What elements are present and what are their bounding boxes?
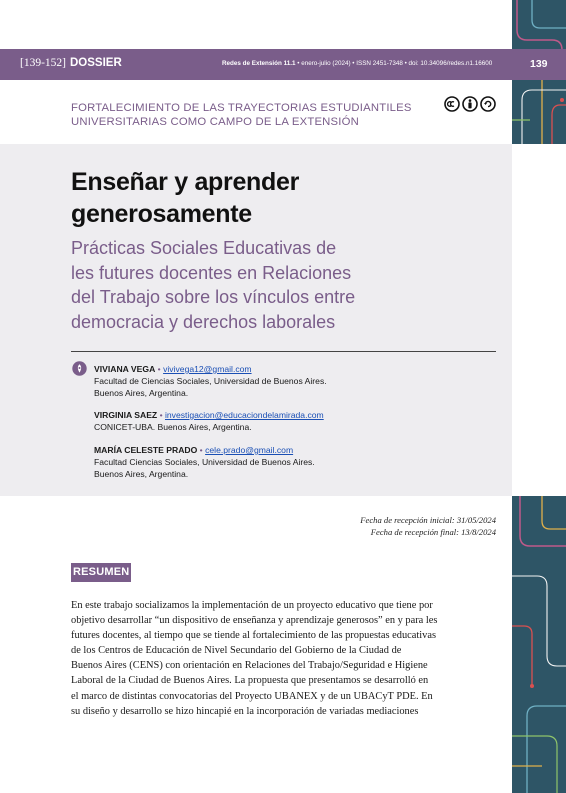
author-block (94, 409, 324, 433)
author-name: MARÍA CELESTE PRADO (94, 445, 198, 455)
abstract-line: Buenos Aires (CENS) con orientación en Relaciones del Trabajo/Seguridad e Higiene (71, 660, 428, 672)
author-separator: • (197, 445, 206, 455)
journal-name: Redes de Extensión 11.1 (222, 60, 296, 67)
article-title-line: generosamente (71, 200, 252, 228)
article-subtitle-line: les futures docentes en Relaciones (71, 262, 352, 283)
sa-icon (481, 97, 495, 111)
author-name: VIVIANA VEGA (94, 364, 156, 374)
abstract-line: En este trabajo socializamos la implementación de un proyecto educativo que tiene por (71, 600, 433, 611)
abstract-line: Laboral de la Ciudad de Buenos Aires. La propuesta que presentamos se desarrolló en (71, 675, 429, 687)
running-header (0, 49, 566, 80)
author-affiliation: Facultad Ciencias Sociales, Universidad de Buenos Aires. (94, 457, 315, 467)
article-subtitle (71, 236, 491, 335)
author-affiliation: Facultad de Ciencias Sociales, Universidad de Buenos Aires. (94, 376, 327, 386)
dossier-title (71, 101, 431, 129)
author-email-link[interactable]: investigacion@educaciondelamirada.com (164, 410, 324, 420)
divider (71, 351, 496, 352)
abstract-heading: RESUMEN (71, 563, 131, 582)
article-subtitle-line: Prácticas Sociales Educativas de (71, 238, 337, 258)
by-icon (463, 97, 477, 111)
author-separator: • (155, 364, 164, 374)
reception-dates (360, 515, 496, 538)
author-email-link[interactable]: cele.prado@gmail.com (205, 445, 294, 455)
page-range: [139-152] (20, 57, 66, 69)
abstract-line: el marco de distintas convocatorias del Proyecto UBANEX y de un UBACyT PDE. En (71, 690, 433, 702)
author-email-link[interactable]: vivivega12@gmail.com (163, 364, 252, 374)
decorative-side-strip-bottom (512, 496, 566, 793)
author-separator: • (157, 410, 165, 420)
strip-pattern (512, 496, 566, 793)
abstract-text (71, 598, 501, 719)
abstract-line: futures docentes, al tiempo que se tiende al fortalecimiento de las propuestas educativas (71, 630, 436, 642)
author-name: VIRGINIA SAEZ (94, 410, 158, 420)
section-label: DOSSIER (70, 57, 122, 69)
abstract-line: objetivo desarrollar “un dispositivo de enseñanza y aprendizaje generosos” en y para les (71, 615, 438, 627)
abstract-line: su diseño y desarrollo se hizo hincapié en la incorporación de variadas mediaciones (71, 705, 419, 717)
article-title (71, 166, 471, 230)
author-icon (72, 361, 87, 376)
date-received: Fecha de recepción inicial: 31/05/2024 (360, 515, 496, 525)
abstract-line: de los Centros de Educación de Nivel Secundario del Gobierno de la Ciudad de (71, 645, 402, 657)
author-affiliation: Buenos Aires, Argentina. (94, 469, 189, 479)
article-title-line: Enseñar y aprender (71, 168, 300, 196)
cc-icon (445, 97, 459, 111)
dossier-title-line: FORTALECIMIENTO DE LAS TRAYECTORIAS ESTUDIANTILES (71, 102, 412, 114)
cc-license-badges[interactable] (444, 96, 496, 112)
journal-details: • enero-julio (2024) • ISSN 2451-7348 • doi: 10.34096/redes.n1.16600 (295, 60, 493, 67)
author-block (94, 363, 327, 399)
article-subtitle-line: democracia y derechos laborales (71, 312, 336, 333)
dossier-title-line: UNIVERSITARIAS COMO CAMPO DE LA EXTENSIÓN (71, 116, 359, 128)
date-final: Fecha de recepción final: 13/8/2024 (370, 526, 496, 537)
author-block (94, 444, 315, 480)
author-affiliation: CONICET-UBA. Buenos Aires, Argentina. (94, 422, 252, 432)
author-affiliation: Buenos Aires, Argentina. (94, 388, 189, 398)
page-number: 139 (530, 58, 548, 70)
journal-info (222, 60, 492, 67)
article-subtitle-line: del Trabajo sobre los vínculos entre (71, 287, 356, 308)
